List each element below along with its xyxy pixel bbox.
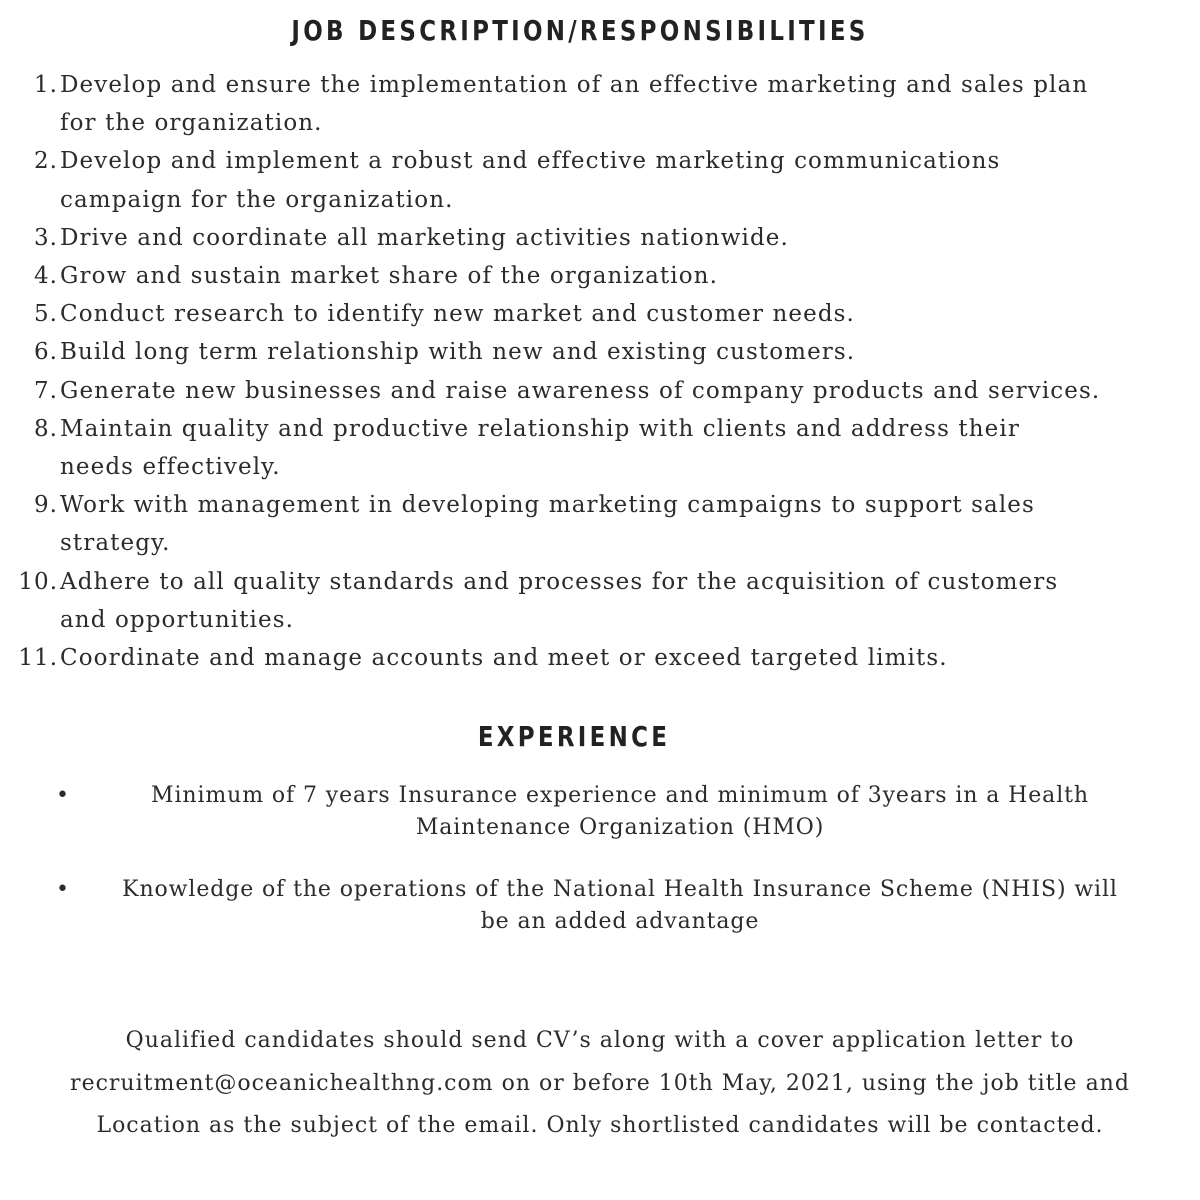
bullet-icon: •: [56, 783, 70, 808]
list-item: [0, 639, 1200, 677]
list-item: [0, 66, 1200, 142]
list-item-text: Knowledge of the operations of the National Health Insurance Scheme (NHIS) will be an added advantage: [122, 877, 1118, 934]
list-item-text: and opportunities.: [60, 606, 295, 633]
list-item-number: 6.: [34, 339, 58, 366]
list-item: [0, 257, 1200, 295]
list-item-text: Grow and sustain market share of the organization.: [60, 263, 718, 290]
list-item-text: Generate new businesses and raise awareness of company products and services.: [60, 377, 1101, 404]
application-instructions: [0, 1020, 1200, 1148]
footer-line: recruitment@oceanichealthng.com on or before 10th May, 2021, using the job title and: [70, 1070, 1130, 1096]
footer-line: Qualified candidates should send CV’s along with a cover application letter to: [125, 1028, 1075, 1053]
list-item: [0, 563, 1200, 639]
list-item-number: 3.: [34, 224, 58, 251]
list-item-number: 8.: [34, 415, 58, 442]
list-item-text: Build long term relationship with new and existing customers.: [60, 339, 856, 366]
experience-heading: EXPERIENCE: [477, 720, 671, 753]
list-item-number: 5.: [34, 301, 58, 328]
footer-line: Location as the subject of the email. Only shortlisted candidates will be contacted.: [96, 1113, 1104, 1138]
list-item-number: 11.: [18, 645, 58, 672]
list-item-text: for the organization.: [60, 110, 323, 137]
responsibilities-list: [0, 66, 1200, 677]
list-item-text: Develop and implement a robust and effective marketing communications: [60, 148, 1001, 175]
list-item-text: Drive and coordinate all marketing activities nationwide.: [60, 224, 789, 251]
bullet-icon: •: [56, 877, 70, 902]
list-item: [0, 333, 1200, 371]
list-item-number: 10.: [18, 568, 58, 595]
list-item: [0, 372, 1200, 410]
list-item: [0, 219, 1200, 257]
list-item-text: Coordinate and manage accounts and meet or exceed targeted limits.: [60, 645, 948, 672]
list-item-number: 4.: [34, 263, 58, 290]
list-item-text: Develop and ensure the implementation of an effective marketing and sales plan: [60, 72, 1089, 98]
experience-list: [0, 780, 1200, 968]
list-item-number: 7.: [34, 377, 58, 404]
list-item: [0, 874, 1200, 938]
list-item-text: campaign for the organization.: [60, 186, 454, 213]
list-item-text: Minimum of 7 years Insurance experience and minimum of 3years in a Health Maintenance Organization (HMO): [151, 783, 1089, 840]
list-item-text: Work with management in developing marketing campaigns to support sales: [60, 492, 1035, 519]
list-item-text: Adhere to all quality standards and processes for the acquisition of customers: [60, 568, 1059, 595]
list-item-number: 9.: [34, 492, 58, 519]
list-item: [0, 142, 1200, 218]
list-item: [0, 410, 1200, 486]
list-item: [0, 486, 1200, 562]
responsibilities-heading: JOB DESCRIPTION/RESPONSIBILITIES: [291, 14, 869, 47]
list-item-text: needs effectively.: [60, 454, 281, 481]
list-item: [0, 295, 1200, 333]
list-item-number: 2.: [34, 148, 58, 175]
list-item-text: Maintain quality and productive relationship with clients and address their: [60, 415, 1020, 442]
list-item-text: Conduct research to identify new market and customer needs.: [60, 301, 855, 328]
list-item-text: strategy.: [60, 530, 171, 557]
list-item: [0, 780, 1200, 844]
list-item-number: 1.: [34, 72, 58, 98]
